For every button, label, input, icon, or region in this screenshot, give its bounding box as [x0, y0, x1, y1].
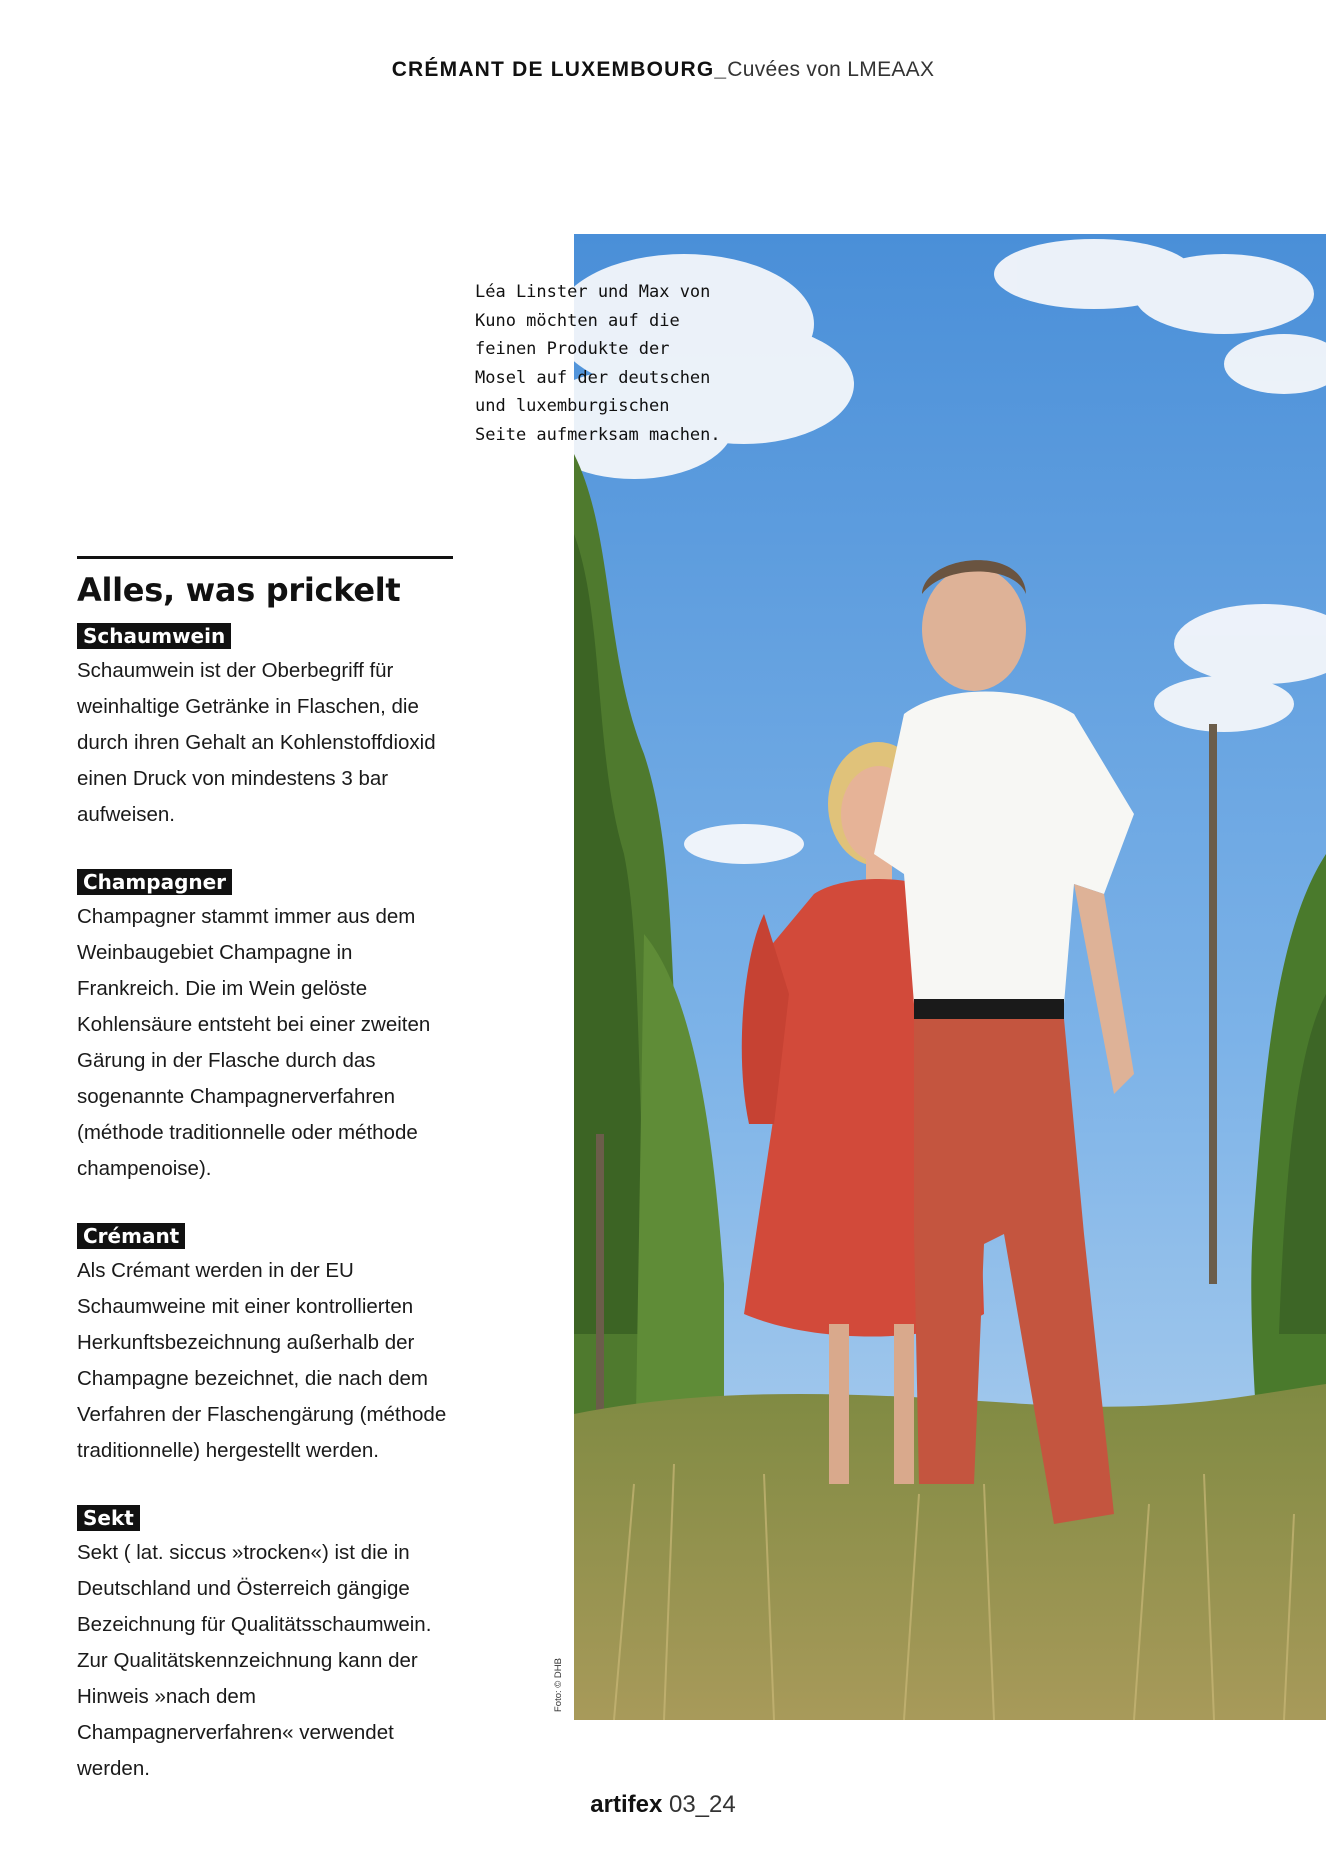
- term-label: Champagner: [77, 869, 232, 895]
- sidebar-rule: [77, 556, 453, 559]
- term-label: Sekt: [77, 1505, 140, 1531]
- term-label: Schaumwein: [77, 623, 231, 649]
- glossary-entry: [77, 623, 453, 833]
- section-subtitle: Cuvées von LMEAAX: [727, 58, 935, 81]
- glossary-entry: [77, 869, 453, 1187]
- term-definition: Champagner stammt immer aus dem Weinbaugebiet Champagne in Frankreich. Die im Wein gelöste Kohlensäure entsteht bei einer zweiten Gärung in der Flasche durch das sogenannte Champagnerverfahren (méthode traditionnelle oder méthode champenoise).: [77, 905, 431, 1180]
- glossary-entry: [77, 1505, 453, 1787]
- photo-caption: Léa Linster und Max von Kuno möchten auf die feinen Produkte der Mosel auf der deutschen und luxemburgischen Seite aufmerksam machen.: [475, 282, 721, 445]
- page-footer: [0, 1791, 1326, 1819]
- term-label: Crémant: [77, 1223, 185, 1249]
- term-definition: Schaumwein ist der Oberbegriff für weinhaltige Getränke in Flaschen, die durch ihren Gehalt an Kohlenstoffdioxid einen Druck von mindestens 3 bar aufweisen.: [77, 659, 436, 826]
- running-head: [0, 58, 1326, 82]
- issue-number: 03_24: [662, 1791, 736, 1818]
- photo-credit: Foto: © DHB: [553, 1658, 564, 1712]
- glossary-entry: [77, 1223, 453, 1469]
- vineyard-photo: [574, 234, 1326, 1720]
- term-definition: Als Crémant werden in der EU Schaumweine mit einer kontrollierten Herkunftsbezeichnung außerhalb der Champagne bezeichnet, die nach dem Verfahren der Flaschengärung (méthode traditionnelle) hergestellt werden.: [77, 1259, 447, 1462]
- vineyard-photo-illustration: [574, 234, 1326, 1720]
- sidebar-title: Alles, was prickelt: [77, 571, 401, 609]
- magazine-brand: artifex: [590, 1791, 663, 1818]
- glossary-sidebar: [77, 556, 453, 1823]
- section-title: CRÉMANT DE LUXEMBOURG_: [391, 58, 728, 81]
- term-definition: Sekt ( lat. siccus »trocken«) ist die in Deutschland und Österreich gängige Bezeichnung für Qualitätsschaumwein. Zur Qualitätskennzeichnung kann der Hinweis »nach dem Champagnerverfahren« verwendet werden.: [77, 1541, 432, 1780]
